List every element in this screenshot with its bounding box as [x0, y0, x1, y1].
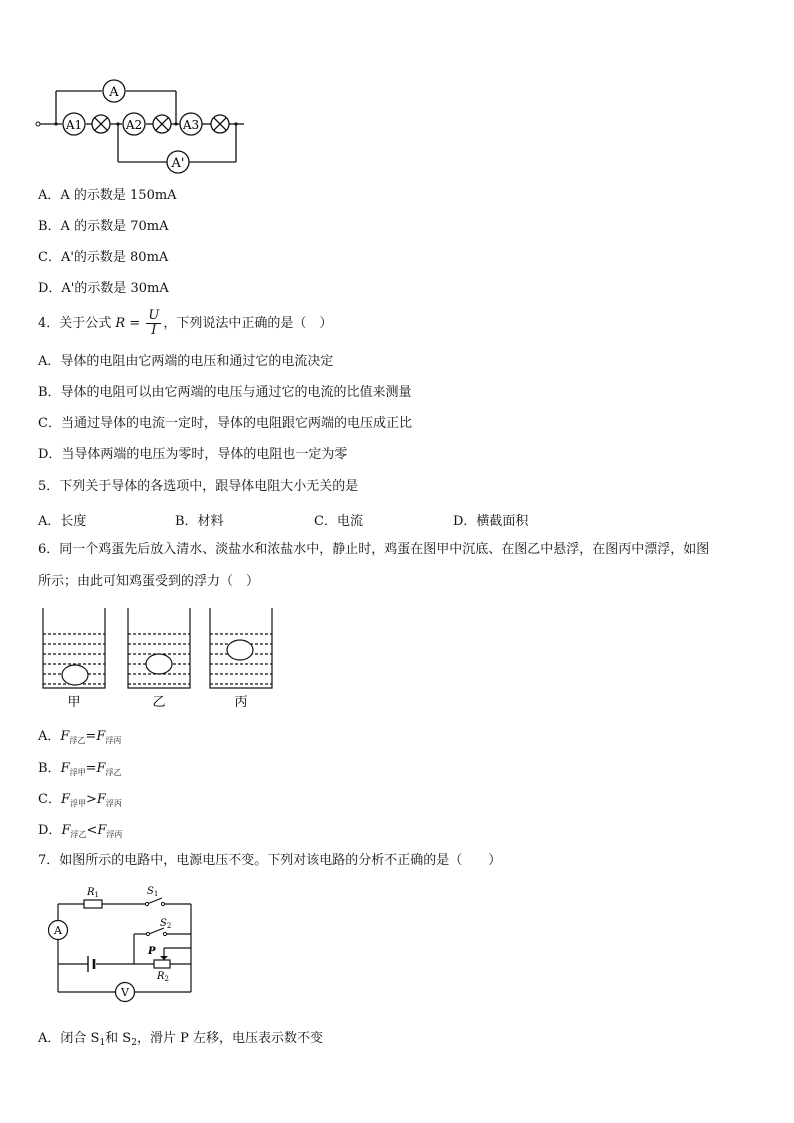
q6-stem-line2: 所示；由此可知鸡蛋受到的浮力（ ）	[38, 574, 260, 589]
q6-stem-line1: 6．同一个鸡蛋先后放入清水、淡盐水和浓盐水中，静止时，鸡蛋在图甲中沉底、在图乙中悬浮，在图丙中漂浮，如图	[38, 542, 710, 557]
q7-option-a: A．闭合 $S_1$和 $S_2$，滑片 P 左移，电压表示数不变	[38, 1031, 323, 1048]
formula-lhs: R	[115, 316, 126, 331]
svg-text:A': A'	[171, 156, 185, 171]
q3-option-b: B．A 的示数是 70mA	[38, 219, 169, 234]
q3-option-a: A．A 的示数是 150mA	[38, 188, 177, 203]
beaker-label-jia: 甲	[67, 695, 81, 710]
svg-text:V: V	[121, 986, 129, 999]
lamp-icon	[211, 115, 229, 133]
ammeter-a3	[180, 113, 202, 135]
svg-text:S1: $S_1$	[147, 886, 159, 898]
q6-option-d: D．$F_{浮乙}<F_{浮丙}$	[38, 823, 123, 839]
egg-sinking	[62, 665, 88, 685]
ammeter-a1	[63, 113, 85, 135]
svg-text:A3: A3	[182, 118, 200, 132]
lamp-icon	[153, 115, 171, 133]
voltmeter-v	[116, 983, 135, 1002]
q4-option-d: D．当导体两端的电压为零时，导体的电阻也一定为零	[38, 447, 348, 462]
switch-s1	[145, 886, 164, 906]
q4-option-c: C．当通过导体的电流一定时，导体的电阻跟它两端的电压成正比	[38, 416, 412, 431]
resistor-r1	[84, 887, 102, 908]
q6-beakers-figure	[40, 604, 280, 712]
q3-option-c: C．A'的示数是 80mA	[38, 250, 169, 265]
q7-circuit-diagram	[44, 882, 204, 1004]
formula-fraction: $\frac{U}{I}$	[148, 308, 160, 338]
q5-option-d: D．横截面积	[453, 514, 529, 529]
q5-option-c: C．电流	[314, 514, 363, 529]
beaker-label-bing: 丙	[234, 695, 248, 710]
q4-stem: 4．关于公式 R = $\frac{U}{I}$ ，下列说法中正确的是（ ）	[38, 308, 333, 338]
beaker-label-yi: 乙	[152, 695, 166, 710]
egg-suspended	[146, 654, 172, 674]
svg-text:S2: $S_2$	[160, 918, 172, 930]
q4-option-b: B．导体的电阻可以由它两端的电压与通过它的电流的比值来测量	[38, 385, 412, 400]
svg-text:R1: $R_1$	[87, 887, 99, 899]
q7-stem: 7．如图所示的电路中，电源电压不变。下列对该电路的分析不正确的是（ ）	[38, 853, 502, 868]
ammeter-a	[49, 921, 68, 940]
q5-stem: 5．下列关于导体的各选项中，跟导体电阻大小无关的是	[38, 479, 359, 494]
svg-text:R2: $R_2$	[157, 971, 169, 983]
q5-option-a: A．长度	[38, 514, 87, 529]
ammeter-a-prime	[167, 151, 189, 173]
svg-text:A2: A2	[125, 118, 143, 132]
ammeter-a2	[123, 113, 145, 135]
q6-option-c: C．$F_{浮甲}>F_{浮丙}$	[38, 792, 122, 808]
lamp-icon	[92, 115, 110, 133]
egg-floating	[227, 640, 253, 660]
q6-option-a: A．$F_{浮乙}=F_{浮丙}$	[38, 729, 122, 745]
svg-text:A1: A1	[65, 118, 83, 132]
q3-circuit-diagram	[34, 76, 254, 176]
svg-text:P: P	[148, 946, 156, 957]
q5-option-b: B．材料	[175, 514, 224, 529]
q5-options	[38, 510, 758, 528]
q6-option-b: B．$F_{浮甲}=F_{浮乙}$	[38, 761, 122, 777]
q4-option-a: A．导体的电阻由它两端的电压和通过它的电流决定	[38, 354, 334, 369]
ammeter-a	[103, 80, 125, 102]
q3-option-d: D．A'的示数是 30mA	[38, 281, 169, 296]
svg-text:A: A	[109, 85, 119, 100]
svg-text:A: A	[54, 924, 62, 937]
